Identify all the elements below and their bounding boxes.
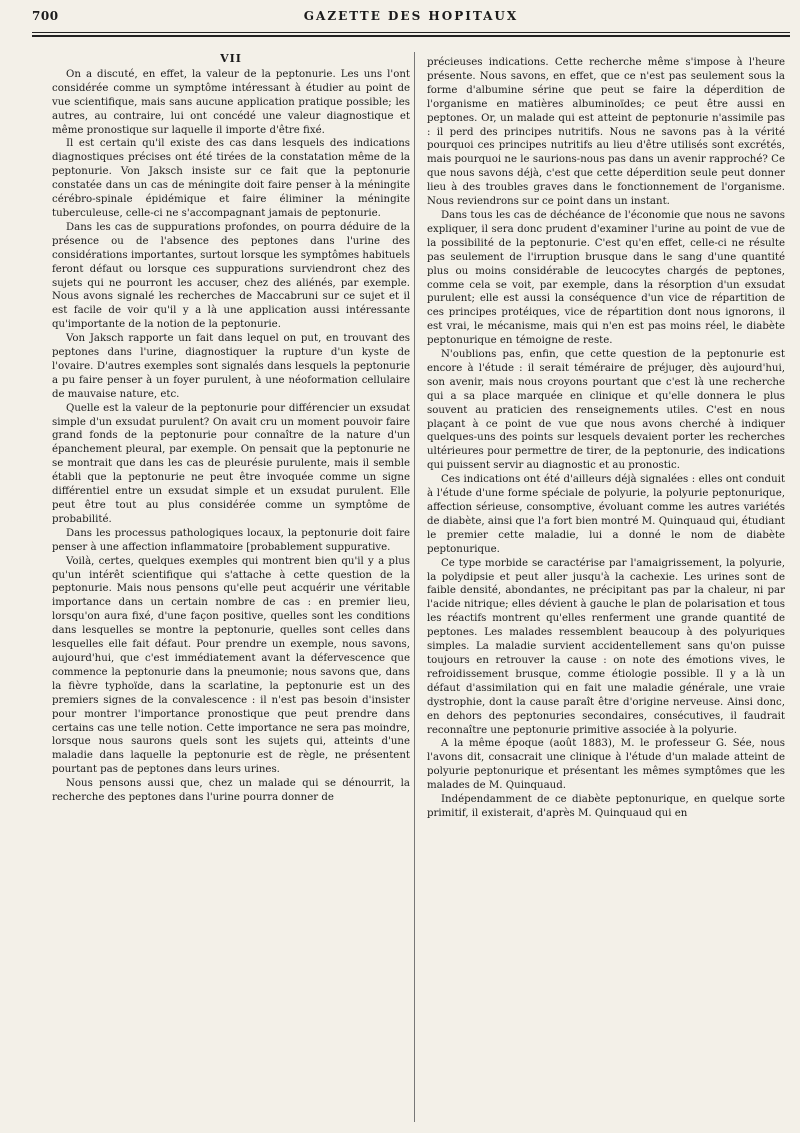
right-column [427, 56, 785, 1126]
page-number: 700 [32, 9, 59, 23]
paragraph: Ces indications ont été d'ailleurs déjà signalées : elles ont conduit à l'étude d'une forme spéciale de polyurie, la polyurie peptonurique, affection sérieuse, consomptive, évoluant comme les autres variétés de diabète, ainsi que l'a fort bien montré M. Quinquaud qui, étudiant le premier cette maladie, lui a donné le nom de diabète peptonurique. [427, 474, 785, 555]
header-rule-thin [32, 32, 790, 33]
paragraph: Quelle est la valeur de la peptonurie pour différencier un exsudat simple d'un exsudat purulent? On avait cru un moment pouvoir faire grand fonds de la peptonurie pour connaître de la nature d'un épanchement pleural, par exemple. On pensait que la peptonurie ne se montrait que dans les cas de pleurésie purulente, mais il semble établi que la peptonurie ne peut être invoquée comme un signe différentiel entre un exsudat simple et un exsudat purulent. Elle peut être tout au plus considérée comme un symptôme de probabilité. [52, 402, 410, 525]
paragraph: A la même époque (août 1883), M. le professeur G. Sée, nous l'avons dit, consacrait une clinique à l'étude d'un malade atteint de polyurie peptonurique et présentant les mêmes symptômes que les malades de M. Quinquaud. [427, 738, 785, 792]
paragraph: On a discuté, en effet, la valeur de la peptonurie. Les uns l'ont considérée comme un symptôme intéressant à étudier au point de vue scientifique, mais sans aucune application pratique possible; les autres, au contraire, lui ont concédé une valeur diagnostique et même pronostique sur laquelle il importe d'être fixé. [52, 68, 410, 136]
section-number: VII [220, 52, 242, 65]
paragraph: Dans tous les cas de déchéance de l'économie que nous ne savons expliquer, il sera donc prudent d'examiner l'urine au point de vue de la possibilité de la peptonurie. C'est qu'en effet, celle-ci ne résulte pas seulement de l'irruption brusque dans le sang d'une quantité plus ou moins considérable de leucocytes chargés de peptones, comme cela se voit, par exemple, dans la résorption d'un exsudat purulent; elle est aussi la conséquence d'un vice de répartition de ces principes protéiques, vice de répartition dont nous ignorons, il est vrai, le mécanisme, mais qui n'en est pas moins réel, le diabète peptonurique en témoigne de reste. [427, 209, 785, 347]
paragraph: Dans les processus pathologiques locaux, la peptonurie doit faire penser à une affection inflammatoire [probablement suppurative. [52, 527, 410, 553]
paragraph: Indépendamment de ce diabète peptonurique, en quelque sorte primitif, il existerait, d'après M. Quinquaud qui en [427, 794, 785, 819]
paragraph: Dans les cas de suppurations profondes, on pourra déduire de la présence ou de l'absence des peptones dans l'urine des considérations importantes, surtout lorsque les symptômes habituels feront défaut ou lorsque ces suppurations surviendront chez des sujets qui ne pourront les accuser, chez des aliénés, par exemple. Nous avons signalé les recherches de Maccabruni sur ce sujet et il est facile de voir qu'il y a là une application aussi intéressante qu'importante de la notion de la peptonurie. [52, 221, 410, 331]
left-column [52, 52, 410, 1122]
header-rule-thick [32, 35, 790, 37]
paragraph: Von Jaksch rapporte un fait dans lequel on put, en trouvant des peptones dans l'urine, diagnostiquer la rupture d'un kyste de l'ovaire. D'autres exemples sont signalés dans lesquels la peptonurie a pu faire penser à un foyer purulent, à une néoformation cellulaire de mauvaise nature, etc. [52, 333, 410, 400]
running-head: GAZETTE DES HOPITAUX [303, 9, 519, 23]
paragraph: Ce type morbide se caractérise par l'amaigrissement, la polyurie, la polydipsie et peut aller jusqu'à la cachexie. Les urines sont de faible densité, abondantes, ne précipitant pas par la chaleur, ni par l'acide nitrique; elles dévient à gauche le plan de polarisation et tous les réactifs montrent qu'elles renferment une grande quantité de peptones. Les malades ressemblent beaucoup à des polyuriques simples. La maladie survient accidentellement sans qu'on puisse toujours en retrouver la cause : on note des émotions vives, le refroidissement brusque, comme étiologie possible. Il y a là un défaut d'assimilation qui en fait une maladie générale, une vraie dystrophie, dont la cause paraît être d'origine nerveuse. Ainsi donc, en dehors des peptonuries secondaires, consécutives, il faudrait reconnaître une peptonurie primitive associée à la polyurie. [427, 557, 785, 736]
paragraph: N'oublions pas, enfin, que cette question de la peptonurie est encore à l'étude : il serait téméraire de préjuger, dès aujourd'hui, son avenir, mais nous croyons pourtant que c'est là une recherche qui a sa place marquée en clinique et qu'elle donnera le plus souvent au praticien des renseignements utiles. C'est en nous plaçant à ce point de vue que nous avons cherché à indiquer quelques-uns des points sur lesquels devaient porter les recherches ultérieures pour permettre de tirer, de la peptonurie, des indications qui puissent servir au diagnostic et au pronostic. [427, 349, 785, 472]
paragraph: précieuses indications. Cette recherche même s'impose à l'heure présente. Nous savons, en effet, que ce n'est pas seulement sous la forme d'albumine sérine que peut se faire la déperdition de l'organisme en matières albuminoïdes; ce peut être aussi en peptones. Or, un malade qui est atteint de peptonurie n'assimile pas : il perd des principes nutritifs. Nous ne savons pas à la vérité pourquoi ces principes nutritifs au lieu d'être utilisés sont excrétés, mais pourquoi ne le saurions-nous pas dans un avenir rapproché? Ce que nous savons déjà, c'est que cette déperdition seule peut donner lieu à des troubles graves dans le fonctionnement de l'organisme. Nous reviendrons sur ce point dans un instant. [427, 57, 785, 208]
column-divider [414, 52, 415, 1122]
paragraph: Voilà, certes, quelques exemples qui montrent bien qu'il y a plus qu'un intérêt scientifique qui s'attache à cette question de la peptonurie. Mais nous pensons qu'elle peut acquérir une véritable importance dans un certain nombre de cas : en premier lieu, lorsqu'on aura fixé, d'une façon positive, quelles sont les conditions dans lesquelles se montre la peptonurie, quelles sont celles dans lesquelles elle fait défaut. Pour prendre un exemple, nous savons, aujourd'hui, que c'est immédiatement avant la défervescence que commence la peptonurie dans la pneumonie; nous savons que, dans la fièvre typhoïde, dans la scarlatine, la peptonurie est un des premiers signes de la convalescence : il n'est pas besoin d'insister pour montrer l'importance pronostique que peut prendre dans certains cas une telle notion. Cette importance ne sera pas moindre, lorsque nous saurons quels sont les sujets qui, atteints d'une maladie dans laquelle la peptonurie est de règle, ne présentent pourtant pas de peptones dans leurs urines. [52, 555, 410, 776]
page-header [32, 3, 790, 29]
paragraph: Nous pensons aussi que, chez un malade qui se dénourrit, la recherche des peptones dans l'urine pourra donner de [52, 778, 410, 804]
paragraph: Il est certain qu'il existe des cas dans lesquels des indications diagnostiques précises ont été tirées de la constatation même de la peptonurie. Von Jaksch insiste sur ce fait que la peptonurie constatée dans un cas de méningite doit faire penser à la méningite cérébro-spinale épidémique et faire éliminer la méningite tuberculeuse, celle-ci ne s'accompagnant jamais de peptonurie. [52, 138, 410, 219]
